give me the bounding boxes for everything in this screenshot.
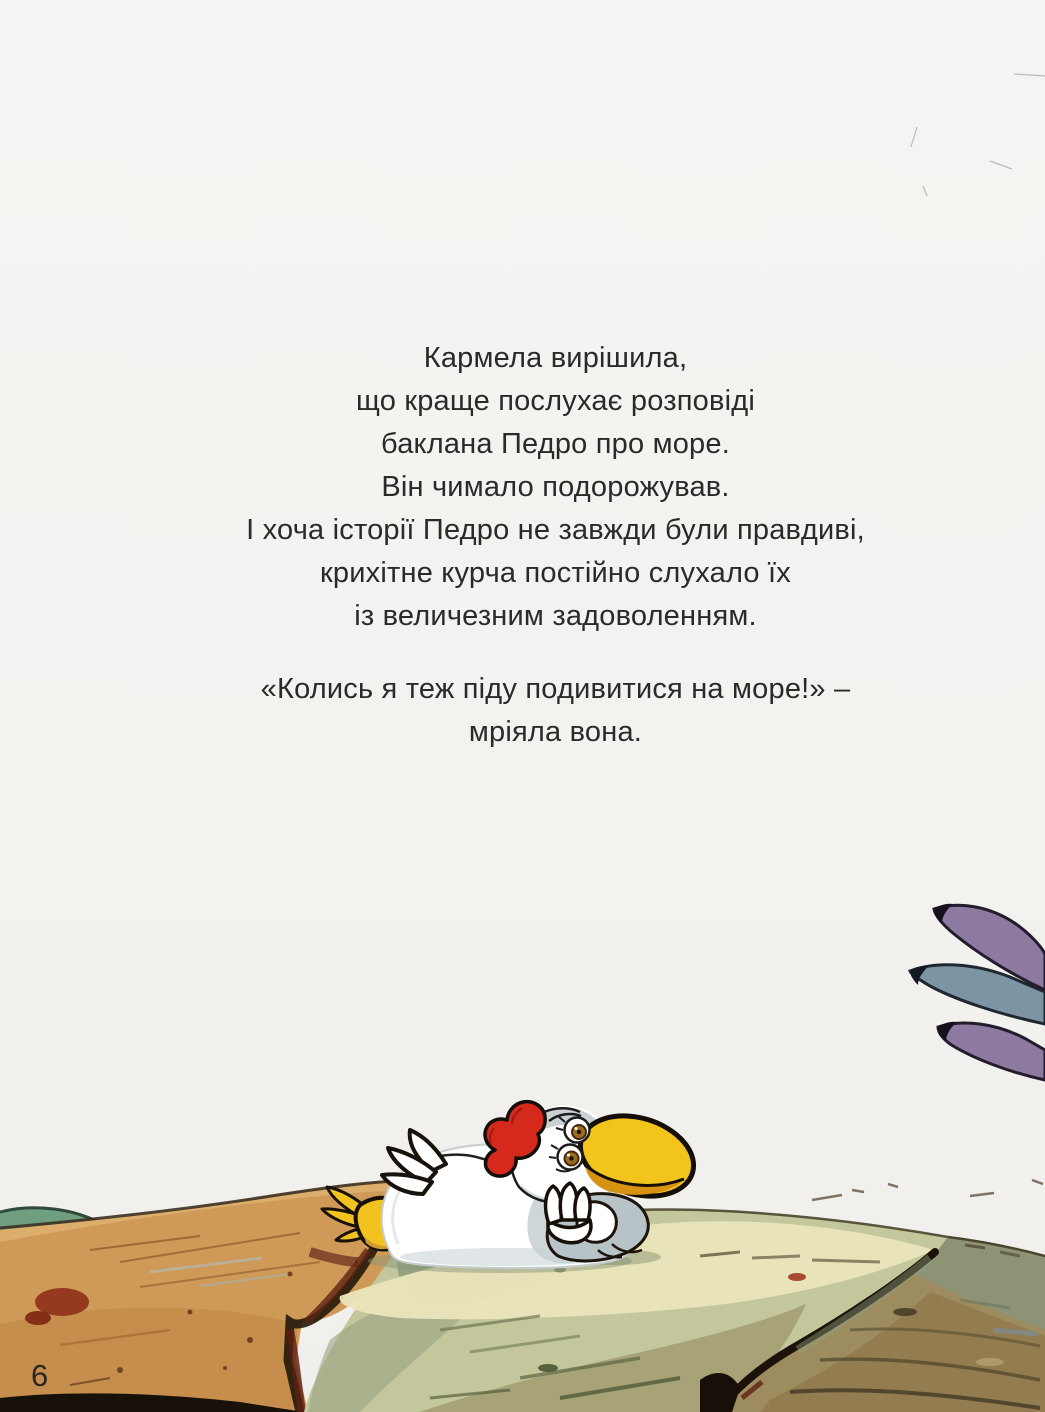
story-line: Кармела вирішила, bbox=[423, 342, 688, 374]
story-line: «Колись я теж піду подивитися на море!» – bbox=[260, 673, 851, 705]
scan-marks bbox=[911, 74, 1045, 196]
story-line: що краще послухає розповіді bbox=[356, 385, 755, 417]
page-number: 6 bbox=[31, 1358, 50, 1393]
story-line: Він чимало подорожував. bbox=[381, 471, 730, 503]
story-paragraph-1 bbox=[66, 337, 1045, 638]
pebble-marks bbox=[812, 1180, 1043, 1200]
chicken-wing-fingers bbox=[546, 1183, 591, 1243]
story-paragraph-2 bbox=[66, 668, 1045, 754]
story-line: крихітне курча постійно слухало їх bbox=[320, 557, 791, 589]
pedro-tail-feathers bbox=[910, 904, 1045, 1080]
story-text bbox=[66, 337, 1045, 754]
story-line: із величезним задоволенням. bbox=[354, 600, 757, 632]
feather-bottom bbox=[938, 1023, 1045, 1080]
story-line: мріяла вона. bbox=[468, 716, 643, 748]
story-line: І хоча історії Педро не завжди були правдиві, bbox=[246, 514, 865, 546]
story-line: баклана Педро про море. bbox=[381, 428, 730, 460]
